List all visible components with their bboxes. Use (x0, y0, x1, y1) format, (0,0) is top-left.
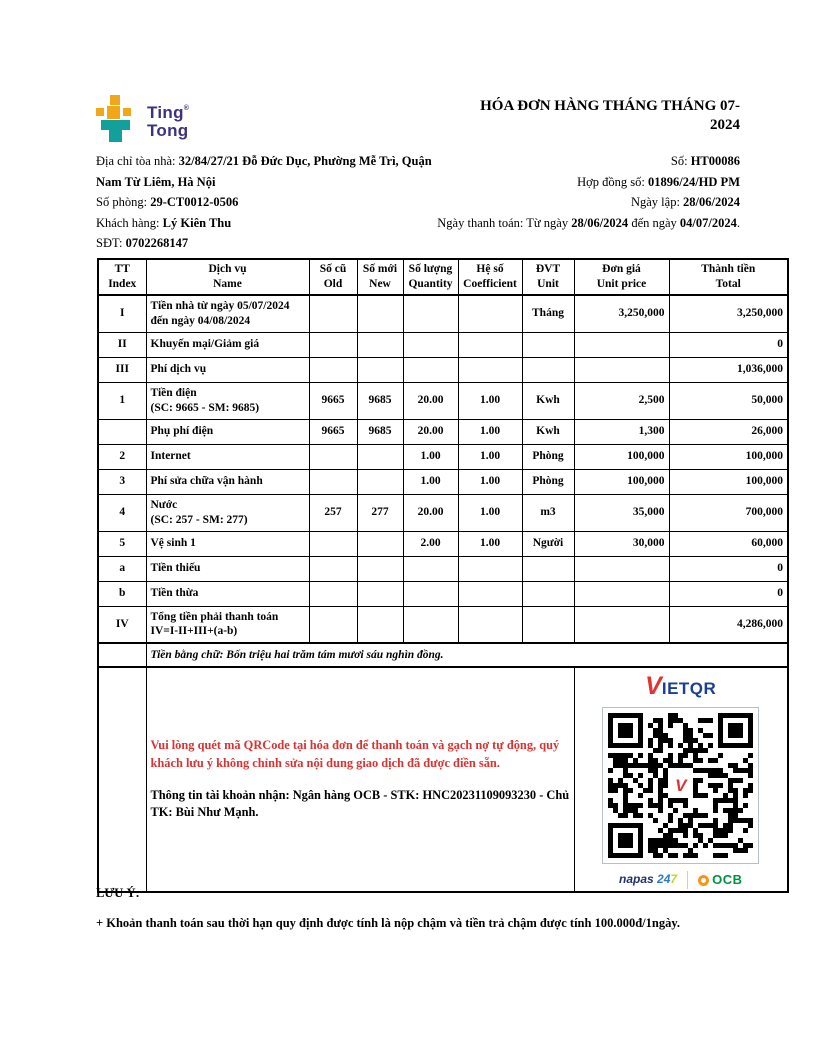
tingtong-logo-text: Ting® Tong (147, 103, 190, 140)
cell-coef: 1.00 (458, 419, 522, 444)
napas-247-logo: napas 247 (619, 872, 678, 887)
cell-tt: 4 (98, 494, 146, 531)
cell-total: 0 (669, 556, 788, 581)
cell-unit: Kwh (522, 419, 574, 444)
cell-tt: 2 (98, 444, 146, 469)
cell-coef: 1.00 (458, 531, 522, 556)
cell-price: 100,000 (574, 469, 669, 494)
cell-name: Vệ sinh 1 (146, 531, 309, 556)
cell-unit (522, 556, 574, 581)
cell-name: Khuyến mại/Giảm giá (146, 332, 309, 357)
cell-total: 0 (669, 332, 788, 357)
cell-qty: 1.00 (403, 444, 458, 469)
cell-name: Tiền nhà từ ngày 05/07/2024 đến ngày 04/08/2024 (146, 295, 309, 332)
table-row (98, 332, 788, 357)
ocb-logo: OCB (698, 872, 742, 889)
cell-unit: Phòng (522, 444, 574, 469)
cell-total: 1,036,000 (669, 357, 788, 382)
note-late-payment: + Khoản thanh toán sau thời hạn quy định được tính là nộp chậm và tiền trả chậm được tính 100.000đ/1ngày. (96, 916, 681, 930)
table-row (98, 494, 788, 531)
customer-name-line: Khách hàng: Lý Kiên Thu (96, 215, 232, 230)
table-row (98, 357, 788, 382)
cell-qty (403, 556, 458, 581)
cell-coef (458, 332, 522, 357)
cell-unit (522, 332, 574, 357)
cell-total: 700,000 (669, 494, 788, 531)
table-row (98, 295, 788, 332)
qr-panel (574, 667, 788, 892)
cell-name: Tiền điện (SC: 9665 - SM: 9685) (146, 382, 309, 419)
column-header-5: Hệ số Coefficient (458, 259, 522, 295)
cell-new (357, 444, 403, 469)
cell-price (574, 556, 669, 581)
cell-price: 1,300 (574, 419, 669, 444)
cell-unit: Người (522, 531, 574, 556)
cell-name: Phí dịch vụ (146, 357, 309, 382)
cell-tt: III (98, 357, 146, 382)
cell-qty (403, 581, 458, 606)
cell-new: 277 (357, 494, 403, 531)
cell-coef (458, 556, 522, 581)
cell-old (309, 556, 357, 581)
cell-new (357, 581, 403, 606)
cell-price: 3,250,000 (574, 295, 669, 332)
vietqr-logo: VIETQR (645, 672, 717, 700)
room-number-line: Số phòng: 29-CT0012-0506 (96, 195, 239, 210)
cell-coef (458, 295, 522, 332)
cell-qty (403, 295, 458, 332)
table-row (98, 469, 788, 494)
cell-old: 9665 (309, 419, 357, 444)
cell-old (309, 581, 357, 606)
contract-number-line: Hợp đồng số: 01896/24/HD PM (577, 174, 740, 189)
cell-old: 257 (309, 494, 357, 531)
cell-tt: 5 (98, 531, 146, 556)
cell-new (357, 357, 403, 382)
cell-coef (458, 357, 522, 382)
column-header-2: Số cũ Old (309, 259, 357, 295)
cell-unit (522, 606, 574, 643)
cell-price (574, 606, 669, 643)
cell-total: 100,000 (669, 444, 788, 469)
cell-name: Internet (146, 444, 309, 469)
cell-price: 100,000 (574, 444, 669, 469)
column-header-4: Số lượng Quantity (403, 259, 458, 295)
cell-price (574, 581, 669, 606)
cell-old (309, 332, 357, 357)
cell-tt (98, 419, 146, 444)
cell-new (357, 556, 403, 581)
cell-total: 60,000 (669, 531, 788, 556)
amount-in-words: Tiền bằng chữ: Bốn triệu hai trăm tám mươi sáu nghìn đồng. (146, 643, 788, 667)
empty-cell (98, 643, 146, 667)
cell-coef: 1.00 (458, 469, 522, 494)
cell-old (309, 444, 357, 469)
cell-name: Tiền thiếu (146, 556, 309, 581)
note-title: LƯU Ý: (96, 886, 140, 900)
issue-date-line: Ngày lập: 28/06/2024 (630, 195, 740, 210)
cell-new (357, 332, 403, 357)
cell-qty: 20.00 (403, 382, 458, 419)
cell-name: Phí sửa chữa vận hành (146, 469, 309, 494)
cell-price (574, 357, 669, 382)
cell-qty: 1.00 (403, 469, 458, 494)
cell-unit: m3 (522, 494, 574, 531)
cell-coef (458, 581, 522, 606)
payment-period-line: Ngày thanh toán: Từ ngày 28/06/2024 đến ngày 04/07/2024. (437, 215, 740, 230)
qr-code (602, 707, 759, 864)
cell-unit: Tháng (522, 295, 574, 332)
footer-notes (96, 886, 756, 931)
cell-qty (403, 606, 458, 643)
table-row (98, 382, 788, 419)
cell-price: 2,500 (574, 382, 669, 419)
column-header-8: Thành tiền Total (669, 259, 788, 295)
table-header (98, 259, 788, 295)
cell-total: 50,000 (669, 382, 788, 419)
cell-coef: 1.00 (458, 382, 522, 419)
cell-name: Tiền thừa (146, 581, 309, 606)
qr-warning-text: Vui lòng quét mã QRCode tại hóa đơn để thanh toán và gạch nợ tự động, quý khách lưu ý không chỉnh sửa nội dung giao dịch đã được điền sẵn. (150, 737, 560, 770)
cell-qty: 2.00 (403, 531, 458, 556)
cell-coef (458, 606, 522, 643)
cell-tt: a (98, 556, 146, 581)
bank-account-text: Thông tin tài khoản nhận: Ngân hàng OCB - STK: HNC20231109093230 - Chủ TK: Bùi Như Mạnh. (150, 787, 570, 820)
cell-old (309, 606, 357, 643)
invoice-info (96, 151, 740, 254)
invoice-number-line: Số: HT00086 (670, 154, 740, 168)
payment-instructions (146, 667, 574, 892)
empty-cell (98, 667, 146, 892)
column-header-7: Đơn giá Unit price (574, 259, 669, 295)
cell-name: Nước (SC: 257 - SM: 277) (146, 494, 309, 531)
cell-tt: b (98, 581, 146, 606)
column-header-0: TT Index (98, 259, 146, 295)
table-row (98, 419, 788, 444)
payment-qr-row (98, 667, 788, 892)
cell-old (309, 531, 357, 556)
cell-new (357, 531, 403, 556)
tingtong-logo-icon (94, 94, 140, 146)
cell-new: 9685 (357, 419, 403, 444)
cell-new (357, 469, 403, 494)
cell-total: 4,286,000 (669, 606, 788, 643)
cell-old: 9665 (309, 382, 357, 419)
invoice-title: HÓA ĐƠN HÀNG THÁNG THÁNG 07- 2024 (480, 98, 740, 133)
column-header-3: Số mới New (357, 259, 403, 295)
cell-new: 9685 (357, 382, 403, 419)
table-row (98, 581, 788, 606)
cell-tt: 3 (98, 469, 146, 494)
table-row (98, 444, 788, 469)
cell-price (574, 332, 669, 357)
cell-qty (403, 357, 458, 382)
column-header-1: Dịch vụ Name (146, 259, 309, 295)
cell-price: 35,000 (574, 494, 669, 531)
cell-old (309, 357, 357, 382)
table-row (98, 531, 788, 556)
building-address-line: Địa chỉ tòa nhà: 32/84/27/21 Đỗ Đức Dục, Phường Mễ Trì, Quận (96, 154, 432, 168)
cell-tt: I (98, 295, 146, 332)
cell-new (357, 295, 403, 332)
cell-tt: 1 (98, 382, 146, 419)
cell-total: 26,000 (669, 419, 788, 444)
table-row (98, 606, 788, 643)
customer-info (96, 151, 468, 254)
cell-coef: 1.00 (458, 444, 522, 469)
cell-old (309, 469, 357, 494)
building-address-line-2: Nam Từ Liêm, Hà Nội (96, 174, 216, 189)
cell-qty: 20.00 (403, 419, 458, 444)
cell-unit: Phòng (522, 469, 574, 494)
cell-unit: Kwh (522, 382, 574, 419)
cell-new (357, 606, 403, 643)
vietqr-heart-icon: V (669, 774, 693, 798)
cell-coef: 1.00 (458, 494, 522, 531)
cell-tt: IV (98, 606, 146, 643)
cell-unit (522, 357, 574, 382)
ocb-ring-icon (698, 875, 709, 886)
cell-unit (522, 581, 574, 606)
table-row (98, 556, 788, 581)
cell-name: Phụ phí điện (146, 419, 309, 444)
amount-in-words-row (98, 643, 788, 667)
cell-old (309, 295, 357, 332)
cell-price: 30,000 (574, 531, 669, 556)
cell-total: 100,000 (669, 469, 788, 494)
cell-tt: II (98, 332, 146, 357)
cell-qty (403, 332, 458, 357)
invoice-table (97, 258, 789, 893)
tingtong-logo (94, 94, 189, 146)
cell-total: 3,250,000 (669, 295, 788, 332)
cell-qty: 20.00 (403, 494, 458, 531)
cell-total: 0 (669, 581, 788, 606)
invoice-meta (437, 151, 740, 233)
phone-line: SĐT: 0702268147 (96, 236, 189, 251)
cell-name: Tổng tiền phải thanh toán IV=I-II+III+(a-b) (146, 606, 309, 643)
column-header-6: ĐVT Unit (522, 259, 574, 295)
